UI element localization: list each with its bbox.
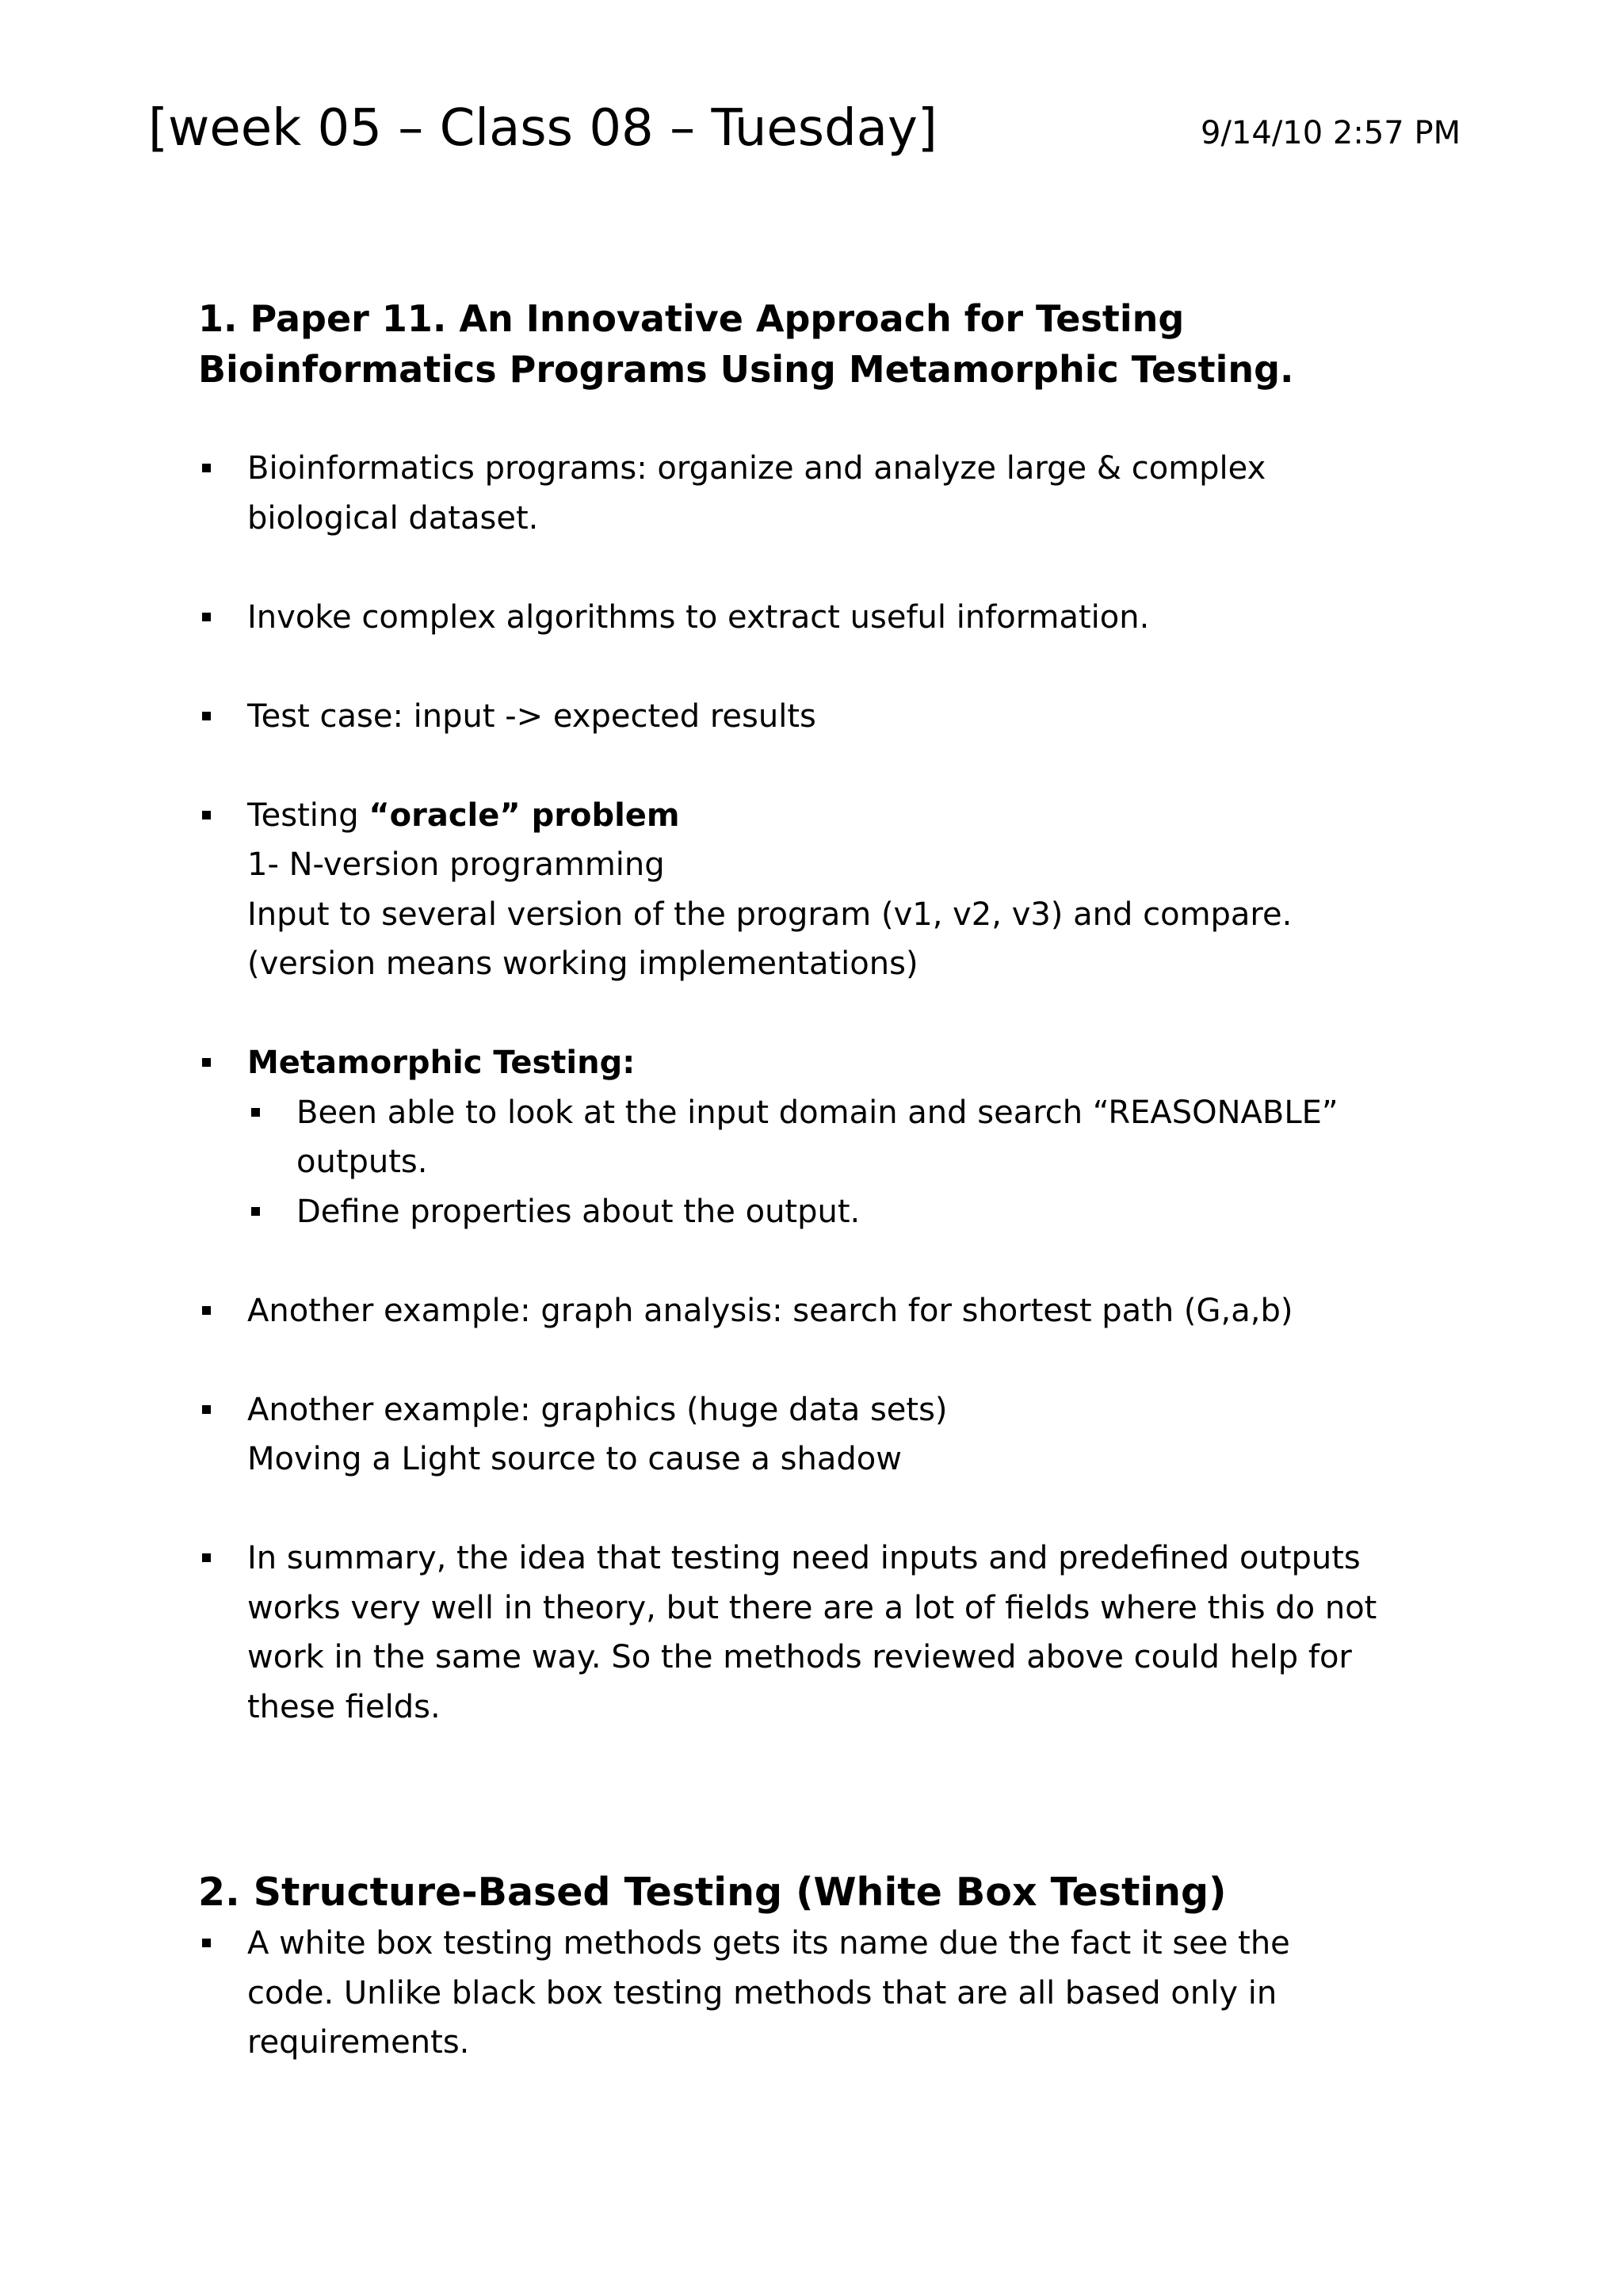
sub-bullet-item-reasonable-outputs	[198, 1088, 1466, 1187]
bullet-text: (version means working implementations)	[247, 946, 918, 982]
bullet-text: work in the same way. So the methods reviewed above could help for	[247, 1639, 1352, 1675]
bullet-text: Test case: input -> expected results	[247, 697, 816, 735]
bullet-text: outputs.	[296, 1144, 428, 1180]
bullet-text: 1- N-version programming	[247, 846, 665, 883]
bullet-text: In summary, the idea that testing need inputs and predefined outputs	[247, 1540, 1361, 1576]
bullet-item-bioinformatics-programs	[198, 444, 1466, 543]
bullet-text: A white box testing methods gets its name due the fact it see the	[247, 1925, 1290, 1962]
bullet-item-metamorphic-testing	[198, 1038, 1466, 1236]
section-1-heading-line-1: 1. Paper 11. An Innovative Approach for Testing	[198, 297, 1185, 340]
square-bullet-icon	[202, 613, 211, 621]
bullet-text: these fields.	[247, 1688, 441, 1725]
section-1-bullet-list	[198, 444, 1466, 1732]
bullet-text: code. Unlike black box testing methods that are all based only in	[247, 1974, 1277, 2011]
square-bullet-icon	[202, 1306, 211, 1315]
bullet-text: Another example: graph analysis: search for shortest path (G,a,b)	[247, 1292, 1293, 1329]
section-1-heading-line-2: Bioinformatics Programs Using Metamorphic Testing.	[198, 348, 1294, 391]
square-bullet-icon	[202, 1939, 211, 1947]
bullet-text	[247, 791, 1466, 841]
section-1-heading	[198, 293, 1466, 395]
square-bullet-icon	[202, 464, 211, 472]
square-bullet-icon	[202, 811, 211, 819]
bullet-text: biological dataset.	[247, 499, 539, 537]
square-bullet-icon	[251, 1207, 260, 1216]
bullet-text-emphasis: “oracle” problem	[369, 797, 680, 834]
bullet-heading: Metamorphic Testing:	[247, 1045, 636, 1081]
bullet-text: Invoke complex algorithms to extract useful information.	[247, 598, 1150, 636]
sub-bullet-item-define-properties	[198, 1187, 1466, 1237]
bullet-item-test-case	[198, 692, 1466, 742]
section-2-bullet-list	[198, 1919, 1466, 2068]
bullet-text: Moving a Light source to cause a shadow	[247, 1441, 902, 1477]
bullet-item-oracle-problem	[198, 791, 1466, 989]
bullet-text: Define properties about the output.	[296, 1193, 861, 1230]
bullet-text: Input to several version of the program (v1, v2, v3) and compare.	[247, 896, 1293, 933]
page-date: 9/14/10 2:57 PM	[1201, 115, 1461, 151]
bullet-text: Another example: graphics (huge data sets)	[247, 1391, 948, 1428]
bullet-text: Been able to look at the input domain and search “REASONABLE”	[296, 1094, 1338, 1131]
bullet-item-white-box	[198, 1919, 1466, 2068]
bullet-text: works very well in theory, but there are a lot of fields where this do not	[247, 1589, 1377, 1626]
bullet-text: Bioinformatics programs: organize and analyze large & complex	[247, 450, 1266, 487]
square-bullet-icon	[202, 1553, 211, 1562]
bullet-text-prefix: Testing	[247, 797, 369, 834]
bullet-item-graphics	[198, 1385, 1466, 1484]
square-bullet-icon	[251, 1108, 260, 1117]
square-bullet-icon	[202, 1058, 211, 1067]
square-bullet-icon	[202, 1405, 211, 1414]
document-body	[198, 293, 1466, 2068]
section-2-heading: 2. Structure-Based Testing (White Box Testing)	[198, 1870, 1227, 1915]
page-title: [week 05 – Class 08 – Tuesday]	[148, 99, 938, 158]
sub-bullet-list	[198, 1088, 1466, 1237]
bullet-item-invoke-algorithms	[198, 593, 1466, 643]
bullet-item-summary	[198, 1534, 1466, 1732]
square-bullet-icon	[202, 712, 211, 720]
bullet-text: requirements.	[247, 2024, 470, 2061]
bullet-item-graph-analysis	[198, 1286, 1466, 1336]
